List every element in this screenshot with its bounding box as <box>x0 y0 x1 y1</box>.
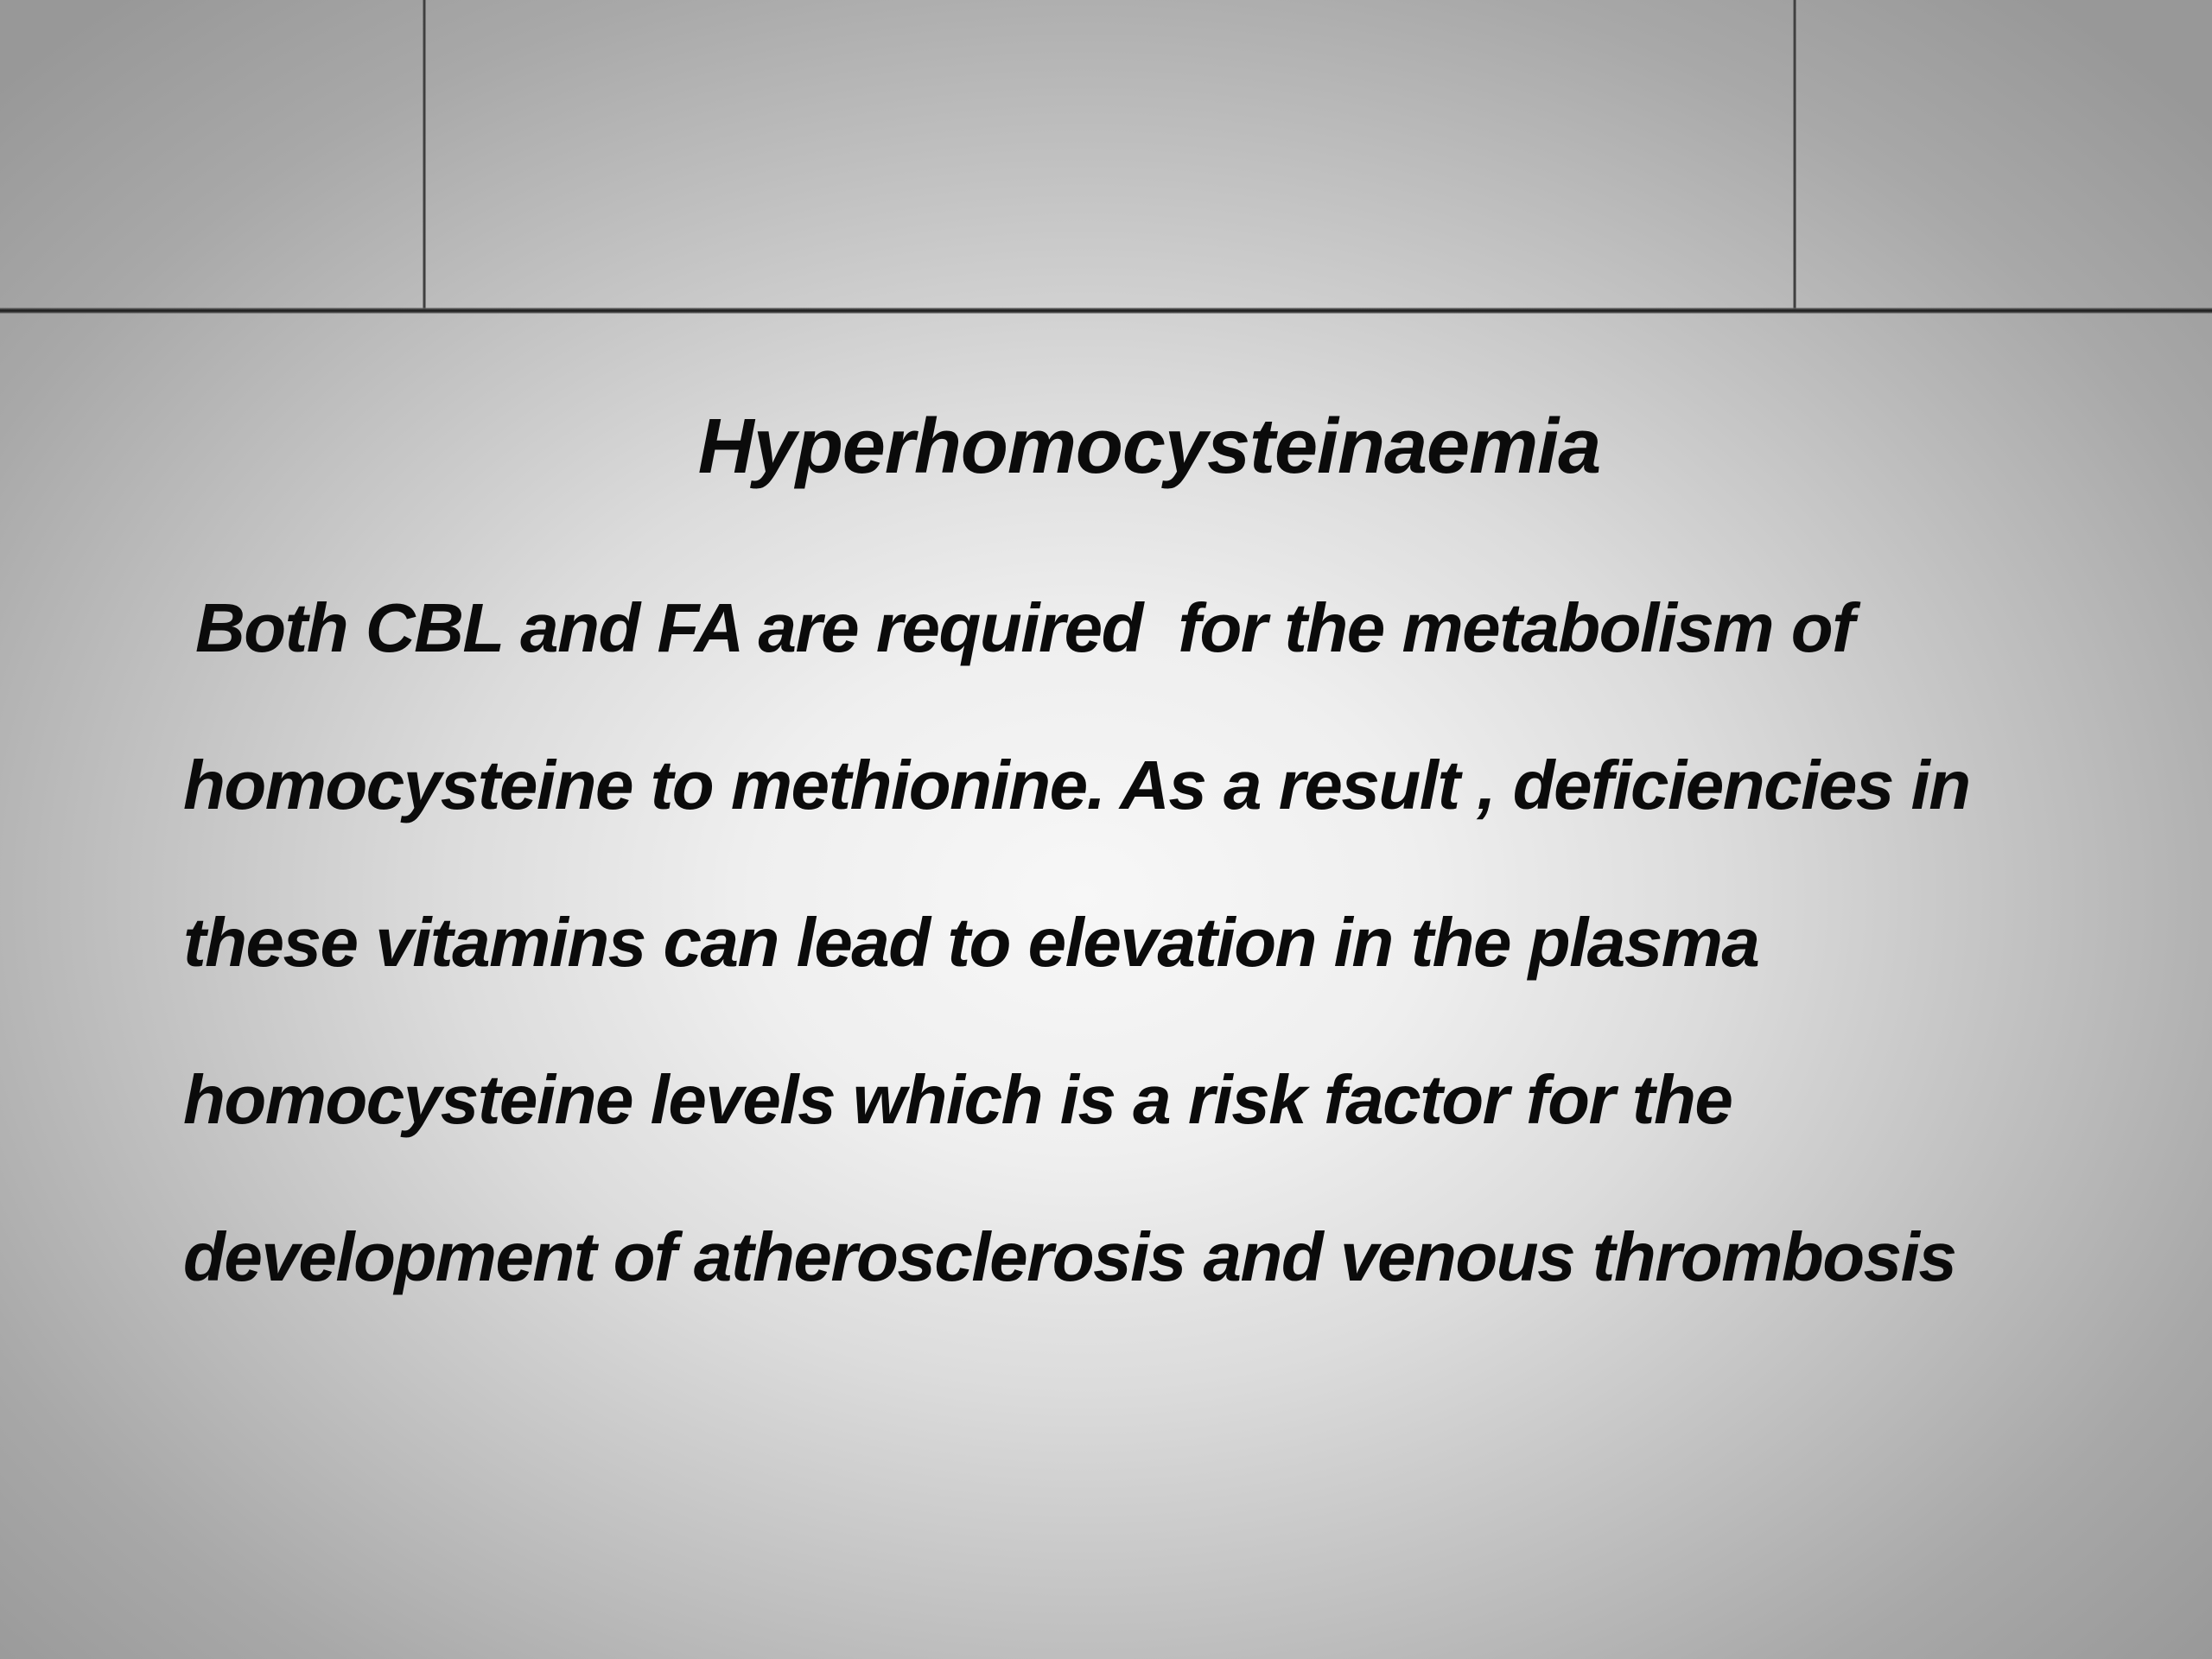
body-line-3: these vitamins can lead to elevation in the plasma <box>183 904 1759 981</box>
body-line-5: development of atherosclerosis and venous thrombosis <box>183 1218 1956 1295</box>
header-vertical-rule-left <box>423 0 426 309</box>
slide-body <box>183 550 2195 1336</box>
header-vertical-rule-right <box>1793 0 1796 309</box>
body-line-4: homocysteine levels which is a risk factor for the <box>183 1061 1732 1138</box>
body-line-2: homocysteine to methionine. As a result , deficiencies in <box>183 747 1970 823</box>
header-horizontal-rule <box>0 308 2212 314</box>
body-line-1: Both CBL and FA are required for the metabolism of <box>195 589 1854 666</box>
slide-title: Hyperhomocysteinaemia <box>697 404 1601 490</box>
